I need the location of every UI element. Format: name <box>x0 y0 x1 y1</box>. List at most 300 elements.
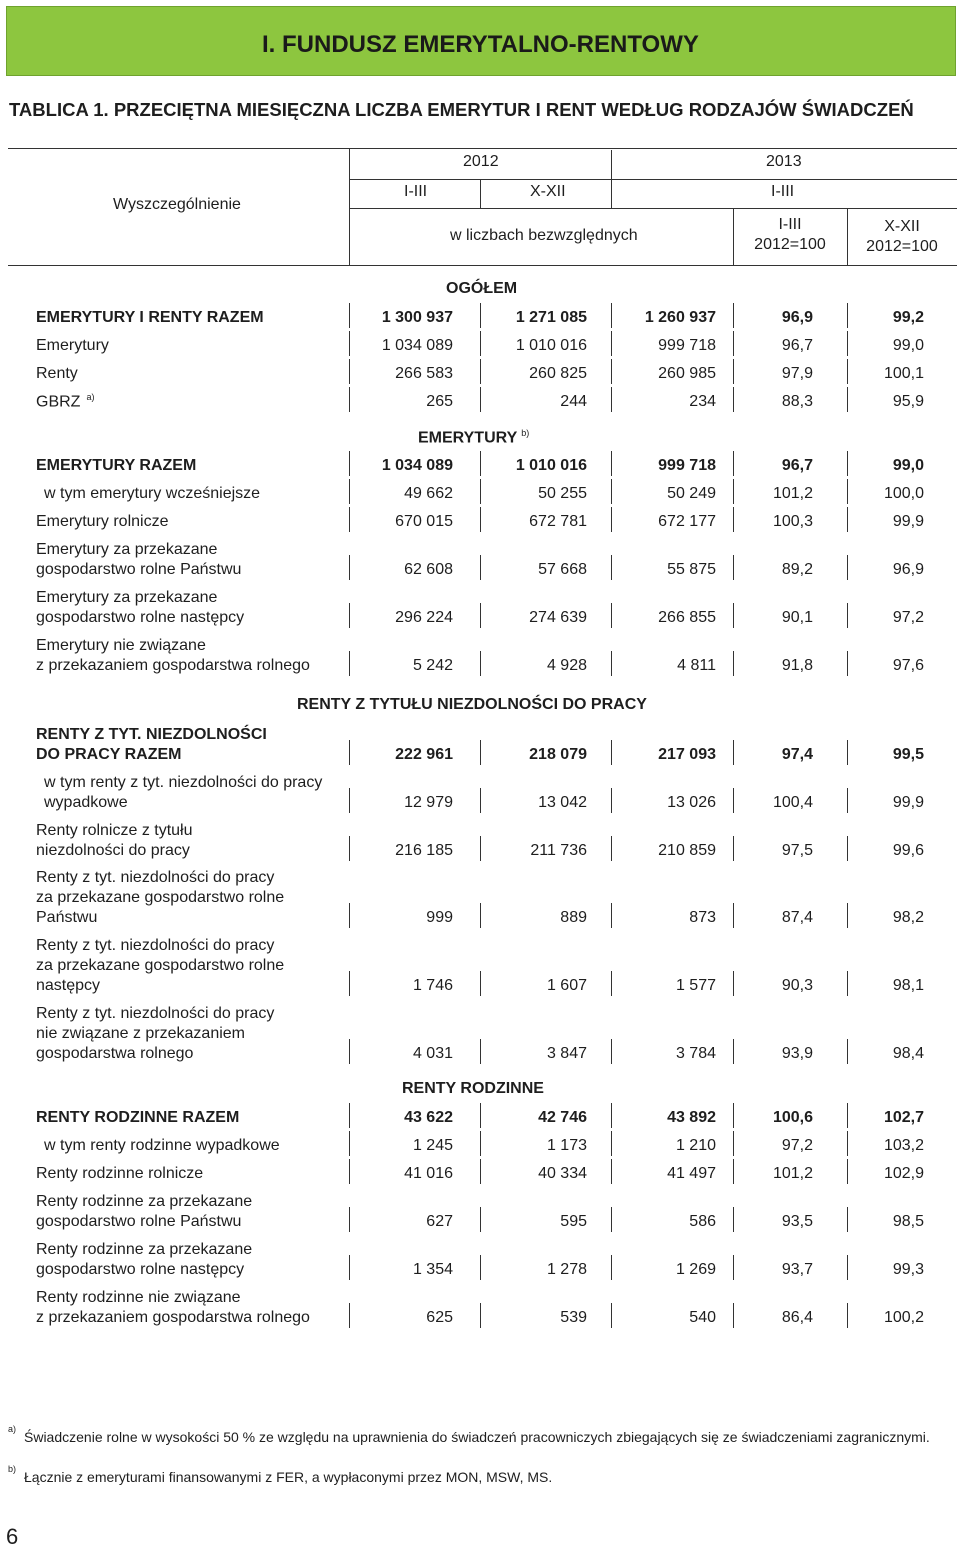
column-rule <box>733 740 734 765</box>
column-rule <box>349 903 350 928</box>
value-2013-q1: 873 <box>689 909 716 926</box>
index-q1: 93,7 <box>781 1261 813 1278</box>
column-rule <box>611 740 612 765</box>
section-banner <box>6 6 956 76</box>
column-rule <box>349 507 350 532</box>
column-rule <box>349 1303 350 1328</box>
column-rule <box>611 555 612 580</box>
row-label <box>36 1004 274 1064</box>
value-2013-q1: 1 260 937 <box>644 309 716 326</box>
column-rule <box>847 788 848 813</box>
row-label-line: Emerytury za przekazane <box>36 541 218 558</box>
index-q4: 99,9 <box>892 794 924 811</box>
row-label-line: Renty rodzinne nie związane <box>36 1289 241 1306</box>
column-rule <box>733 1103 734 1128</box>
index-q4: 100,2 <box>883 1309 924 1326</box>
index-q1: 100,4 <box>772 794 813 811</box>
table-row <box>0 821 960 861</box>
column-rule <box>733 651 734 676</box>
value-2012-q4: 1 010 016 <box>515 457 587 474</box>
index-q4: 97,6 <box>892 657 924 674</box>
section-title: I. FUNDUSZ EMERYTALNO-RENTOWY <box>262 31 699 58</box>
row-label-line: Renty z tyt. niezdolności do pracy <box>36 937 275 954</box>
index-q4: 99,0 <box>892 457 924 474</box>
value-2012-q4: 1 607 <box>546 977 587 994</box>
value-2013-q1: 50 249 <box>667 485 716 502</box>
table-row <box>0 588 960 628</box>
value-2012-q1: 43 622 <box>404 1109 453 1126</box>
column-rule <box>733 479 734 504</box>
table-row <box>0 725 960 765</box>
column-rule <box>847 1255 848 1280</box>
value-2012-q4: 889 <box>560 909 587 926</box>
column-rule <box>847 331 848 356</box>
row-label-line: DO PRACY RAZEM <box>36 746 182 763</box>
index-q4: 102,7 <box>883 1109 924 1126</box>
column-rule <box>349 1207 350 1232</box>
value-2012-q1: 49 662 <box>404 485 453 502</box>
index-q4: 98,5 <box>892 1213 924 1230</box>
index-q4: 99,2 <box>892 309 924 326</box>
column-rule <box>480 1255 481 1280</box>
column-rule <box>611 507 612 532</box>
column-rule <box>611 971 612 996</box>
value-2012-q4: 244 <box>560 393 587 410</box>
column-rule <box>733 1207 734 1232</box>
value-2012-q1: 1 034 089 <box>381 457 453 474</box>
column-rule <box>611 651 612 676</box>
index-q1: 89,2 <box>781 561 813 578</box>
stub-divider <box>349 148 350 265</box>
value-2012-q4: 40 334 <box>538 1165 587 1182</box>
section-heading-ogolem: OGÓŁEM <box>446 280 518 297</box>
index-q4: 103,2 <box>883 1137 924 1154</box>
row-label-line: gospodarstwa rolnego <box>36 1045 194 1062</box>
value-2013-q1: 1 210 <box>675 1137 716 1154</box>
row-label <box>36 1288 310 1328</box>
value-2012-q4: 539 <box>560 1309 587 1326</box>
index-q4: 96,9 <box>892 561 924 578</box>
column-rule <box>611 836 612 861</box>
table-row <box>0 512 960 532</box>
row-label-line: EMERYTURY RAZEM <box>36 457 197 474</box>
column-rule <box>349 451 350 476</box>
column-rule <box>847 903 848 928</box>
row-label <box>36 308 264 328</box>
table-row <box>0 1164 960 1184</box>
value-2012-q1: 1 300 937 <box>381 309 453 326</box>
column-rule <box>847 1303 848 1328</box>
column-rule <box>847 507 848 532</box>
header-bottom-rule <box>8 265 957 266</box>
table-row <box>0 364 960 384</box>
table-row <box>0 308 960 328</box>
column-rule <box>349 740 350 765</box>
index-q4: 100,1 <box>883 365 924 382</box>
index-q1: 90,1 <box>781 609 813 626</box>
table-title: TABLICA 1. PRZECIĘTNA MIESIĘCZNA LICZBA EMERYTUR I RENT WEDŁUG RODZAJÓW ŚWIADCZEŃ <box>9 99 914 120</box>
column-rule <box>611 1103 612 1128</box>
year-2012-header: 2012 <box>463 153 499 170</box>
row-label-line: w tym renty rodzinne wypadkowe <box>44 1137 280 1154</box>
value-2012-q1: 266 583 <box>395 365 453 382</box>
column-rule <box>847 603 848 628</box>
index-q1: 97,2 <box>781 1137 813 1154</box>
value-2012-q1: 222 961 <box>395 746 453 763</box>
value-2013-q1: 3 784 <box>675 1045 716 1062</box>
index-q1: 87,4 <box>781 909 813 926</box>
row-label <box>44 484 260 504</box>
row-label-line: gospodarstwo rolne następcy <box>36 1261 245 1278</box>
index-q1-period: I-III <box>778 216 802 233</box>
period-divider-2 <box>611 180 612 208</box>
column-rule <box>349 387 350 412</box>
table-row <box>0 1136 960 1156</box>
index-divider-2 <box>847 209 848 265</box>
column-rule <box>733 971 734 996</box>
column-rule <box>611 451 612 476</box>
value-2013-q1: 260 985 <box>658 365 716 382</box>
index-q1-base: 2012=100 <box>754 236 826 253</box>
row-label-line: gospodarstwo rolne Państwu <box>36 561 242 578</box>
row-label-line: wypadkowe <box>44 794 128 811</box>
column-rule <box>349 303 350 328</box>
column-rule <box>611 1303 612 1328</box>
value-2013-q1: 540 <box>689 1309 716 1326</box>
column-rule <box>847 1131 848 1156</box>
table-row <box>0 1004 960 1064</box>
footnote-a-mark: a) <box>8 1424 17 1434</box>
year-rule <box>350 179 957 180</box>
value-2012-q4: 1 173 <box>546 1137 587 1154</box>
column-rule <box>733 387 734 412</box>
column-rule <box>480 740 481 765</box>
column-rule <box>611 479 612 504</box>
column-rule <box>480 1207 481 1232</box>
index-q1: 96,7 <box>781 457 813 474</box>
row-label-line: niezdolności do pracy <box>36 842 190 859</box>
row-label-line: Renty z tyt. niezdolności do pracy <box>36 1005 275 1022</box>
value-2012-q1: 12 979 <box>404 794 453 811</box>
column-rule <box>480 479 481 504</box>
index-q1: 97,9 <box>781 365 813 382</box>
value-2012-q4: 1 278 <box>546 1261 587 1278</box>
column-rule <box>611 1207 612 1232</box>
column-rule <box>480 903 481 928</box>
index-q4: 98,1 <box>892 977 924 994</box>
column-rule <box>349 603 350 628</box>
value-2012-q1: 1 354 <box>412 1261 453 1278</box>
value-2013-q1: 999 718 <box>658 457 716 474</box>
column-rule <box>349 331 350 356</box>
index-divider-1 <box>733 209 734 265</box>
value-2012-q1: 625 <box>426 1309 453 1326</box>
column-rule <box>847 651 848 676</box>
table-row <box>0 936 960 996</box>
footnote-b-mark: b) <box>8 1464 17 1474</box>
column-rule <box>349 1039 350 1064</box>
column-rule <box>847 836 848 861</box>
value-2012-q1: 1 746 <box>412 977 453 994</box>
column-rule <box>349 971 350 996</box>
table-row <box>0 636 960 676</box>
value-2012-q1: 999 <box>426 909 453 926</box>
column-rule <box>611 387 612 412</box>
row-label-line: gospodarstwo rolne następcy <box>36 609 245 626</box>
section-heading-renty-rodzinne: RENTY RODZINNE <box>402 1080 544 1097</box>
index-q1: 96,7 <box>781 337 813 354</box>
value-2012-q1: 670 015 <box>395 513 453 530</box>
column-rule <box>847 971 848 996</box>
row-label <box>36 636 310 676</box>
index-q1: 97,4 <box>781 746 813 763</box>
column-rule <box>611 1255 612 1280</box>
row-label-line: gospodarstwo rolne Państwu <box>36 1213 242 1230</box>
value-2012-q4: 4 928 <box>546 657 587 674</box>
value-2013-q1: 210 859 <box>658 842 716 859</box>
value-2013-q1: 672 177 <box>658 513 716 530</box>
index-q1: 101,2 <box>772 1165 813 1182</box>
column-rule <box>611 1131 612 1156</box>
index-q4: 100,0 <box>883 485 924 502</box>
row-label-line: Państwu <box>36 909 98 926</box>
column-rule <box>733 451 734 476</box>
index-q1: 96,9 <box>781 309 813 326</box>
row-label <box>36 821 193 861</box>
value-2013-q1: 41 497 <box>667 1165 716 1182</box>
index-q1: 100,6 <box>772 1109 813 1126</box>
index-q1: 86,4 <box>781 1309 813 1326</box>
index-q1: 100,3 <box>772 513 813 530</box>
column-rule <box>480 303 481 328</box>
column-rule <box>349 836 350 861</box>
row-label-line: w tym emerytury wcześniejsze <box>44 485 261 502</box>
column-rule <box>847 1039 848 1064</box>
column-rule <box>349 788 350 813</box>
column-rule <box>733 555 734 580</box>
value-2012-q1: 41 016 <box>404 1165 453 1182</box>
value-2012-q4: 274 639 <box>529 609 587 626</box>
value-2013-q1: 4 811 <box>677 657 716 674</box>
row-label-line: Renty rolnicze z tytułu <box>36 822 193 839</box>
period-rule <box>350 208 957 209</box>
value-2012-q1: 62 608 <box>404 561 453 578</box>
column-rule <box>847 387 848 412</box>
header-top-rule <box>8 148 957 149</box>
value-2012-q1: 5 242 <box>412 657 453 674</box>
value-2012-q4: 211 736 <box>530 842 587 859</box>
column-rule <box>847 451 848 476</box>
index-q4-base: 2012=100 <box>866 238 938 255</box>
value-2013-q1: 1 577 <box>675 977 716 994</box>
table-row <box>0 336 960 356</box>
row-label-line: Emerytury rolnicze <box>36 513 169 530</box>
value-2012-q4: 672 781 <box>529 513 587 530</box>
table-row <box>0 392 960 412</box>
page-number: 6 <box>6 1524 19 1549</box>
row-label <box>36 588 244 628</box>
row-label-line: nie związane z przekazaniem <box>36 1025 245 1042</box>
period-2012-q1-header: I-III <box>404 183 428 200</box>
index-q4: 97,2 <box>892 609 924 626</box>
column-rule <box>611 303 612 328</box>
value-2013-q1: 217 093 <box>658 746 716 763</box>
index-q4: 102,9 <box>883 1165 924 1182</box>
row-label-line: Renty z tyt. niezdolności do pracy <box>36 869 275 886</box>
value-2013-q1: 234 <box>689 393 716 410</box>
period-2013-q1-header: I-III <box>771 183 795 200</box>
index-q4: 99,9 <box>892 513 924 530</box>
column-rule <box>480 788 481 813</box>
table-row <box>0 456 960 476</box>
index-q1: 88,3 <box>781 393 813 410</box>
column-rule <box>349 479 350 504</box>
footnote-a-text: Świadczenie rolne w wysokości 50 % ze względu na uprawnienia do świadczeń pracowniczych zbiegających się ze świadczeniami zagranicznymi. <box>24 1429 930 1445</box>
column-rule <box>733 1039 734 1064</box>
column-rule <box>733 507 734 532</box>
value-2013-q1: 266 855 <box>658 609 716 626</box>
row-label <box>36 456 196 476</box>
index-q1: 93,5 <box>781 1213 813 1230</box>
row-label <box>36 1164 203 1184</box>
column-rule <box>480 1039 481 1064</box>
value-2012-q4: 1 271 085 <box>515 309 587 326</box>
column-rule <box>480 651 481 676</box>
row-label-line: RENTY Z TYT. NIEZDOLNOŚCI <box>36 726 267 743</box>
row-label <box>36 336 109 356</box>
column-rule <box>733 836 734 861</box>
value-2013-q1: 999 718 <box>658 337 716 354</box>
column-rule <box>480 555 481 580</box>
section-heading-emerytury <box>418 428 529 447</box>
table-row <box>0 1288 960 1328</box>
value-2012-q4: 50 255 <box>538 485 587 502</box>
value-2013-q1: 55 875 <box>667 561 716 578</box>
value-2012-q1: 296 224 <box>395 609 453 626</box>
index-q4-period: X-XII <box>884 218 920 235</box>
column-rule <box>847 555 848 580</box>
column-rule <box>847 740 848 765</box>
column-rule <box>733 1159 734 1184</box>
index-q4: 99,5 <box>892 746 924 763</box>
value-2012-q1: 1 034 089 <box>381 337 453 354</box>
index-q4: 99,3 <box>892 1261 924 1278</box>
index-q4-header <box>852 217 952 257</box>
value-2012-q1: 627 <box>426 1213 453 1230</box>
section-heading-emerytury-label: EMERYTURY <box>418 429 518 447</box>
row-label-line: Renty rodzinne za przekazane <box>36 1241 253 1258</box>
column-rule <box>480 836 481 861</box>
index-q1: 90,3 <box>781 977 813 994</box>
period-2012-q4-header: X-XII <box>530 183 566 200</box>
column-rule <box>480 1131 481 1156</box>
table-row <box>0 1192 960 1232</box>
column-rule <box>349 1103 350 1128</box>
year-2013-header: 2013 <box>766 153 802 170</box>
row-label <box>36 540 241 580</box>
row-label <box>36 1192 252 1232</box>
column-rule <box>847 1103 848 1128</box>
table-row <box>0 484 960 504</box>
value-2012-q4: 1 010 016 <box>515 337 587 354</box>
column-rule <box>480 603 481 628</box>
row-label <box>36 1108 239 1128</box>
column-rule <box>733 903 734 928</box>
row-label <box>36 387 94 412</box>
row-label-line: z przekazaniem gospodarstwa rolnego <box>36 1309 310 1326</box>
column-rule <box>611 1159 612 1184</box>
column-rule <box>480 971 481 996</box>
absolute-numbers-header: w liczbach bezwzględnych <box>450 227 638 244</box>
column-rule <box>480 507 481 532</box>
row-label <box>36 936 284 996</box>
row-label-line: za przekazane gospodarstwo rolne <box>36 889 285 906</box>
row-label <box>36 1240 252 1280</box>
row-label <box>36 364 78 384</box>
value-2012-q1: 4 031 <box>412 1045 453 1062</box>
row-label-line: w tym renty z tyt. niezdolności do pracy <box>44 774 323 791</box>
row-label-line: za przekazane gospodarstwo rolne <box>36 957 285 974</box>
row-label-line: Emerytury <box>36 337 109 354</box>
row-label <box>36 512 168 532</box>
column-rule <box>480 387 481 412</box>
table-row <box>0 540 960 580</box>
index-q4: 98,4 <box>892 1045 924 1062</box>
index-q4: 98,2 <box>892 909 924 926</box>
table-row <box>0 1108 960 1128</box>
column-rule <box>733 1131 734 1156</box>
column-rule <box>611 331 612 356</box>
column-rule <box>733 303 734 328</box>
column-rule <box>480 1103 481 1128</box>
section-heading-renty-niezdolnosci: RENTY Z TYTUŁU NIEZDOLNOŚCI DO PRACY <box>297 696 647 713</box>
value-2012-q1: 216 185 <box>395 842 453 859</box>
table-row <box>0 868 960 928</box>
row-label-line: Renty rodzinne rolnicze <box>36 1165 204 1182</box>
column-rule <box>349 1255 350 1280</box>
column-rule <box>733 1255 734 1280</box>
row-label-line: Emerytury nie związane <box>36 637 206 654</box>
column-rule <box>480 451 481 476</box>
index-q1: 91,8 <box>781 657 813 674</box>
column-rule <box>733 331 734 356</box>
value-2013-q1: 43 892 <box>667 1109 716 1126</box>
column-rule <box>611 603 612 628</box>
column-rule <box>349 555 350 580</box>
column-rule <box>480 1159 481 1184</box>
row-label-line: GBRZ $^{a)}$ <box>36 391 95 410</box>
column-rule <box>349 359 350 384</box>
footnote-ref-b: b) <box>521 428 530 438</box>
value-2012-q4: 218 079 <box>529 746 587 763</box>
index-q4: 95,9 <box>892 393 924 410</box>
value-2012-q4: 595 <box>560 1213 587 1230</box>
value-2013-q1: 13 026 <box>667 794 716 811</box>
column-rule <box>611 788 612 813</box>
footnote-b-text: Łącznie z emeryturami finansowanymi z FER, a wypłaconymi przez MON, MSW, MS. <box>24 1469 553 1485</box>
index-q1: 101,2 <box>772 485 813 502</box>
column-rule <box>611 903 612 928</box>
column-rule <box>847 359 848 384</box>
column-rule <box>733 359 734 384</box>
value-2012-q4: 3 847 <box>546 1045 587 1062</box>
column-rule <box>611 359 612 384</box>
row-label-line: EMERYTURY I RENTY RAZEM <box>36 309 264 326</box>
footnote-ref-a: a) <box>86 391 95 402</box>
stub-header: Wyszczególnienie <box>113 196 241 213</box>
column-rule <box>847 1207 848 1232</box>
row-label-line: Renty rodzinne za przekazane <box>36 1193 253 1210</box>
